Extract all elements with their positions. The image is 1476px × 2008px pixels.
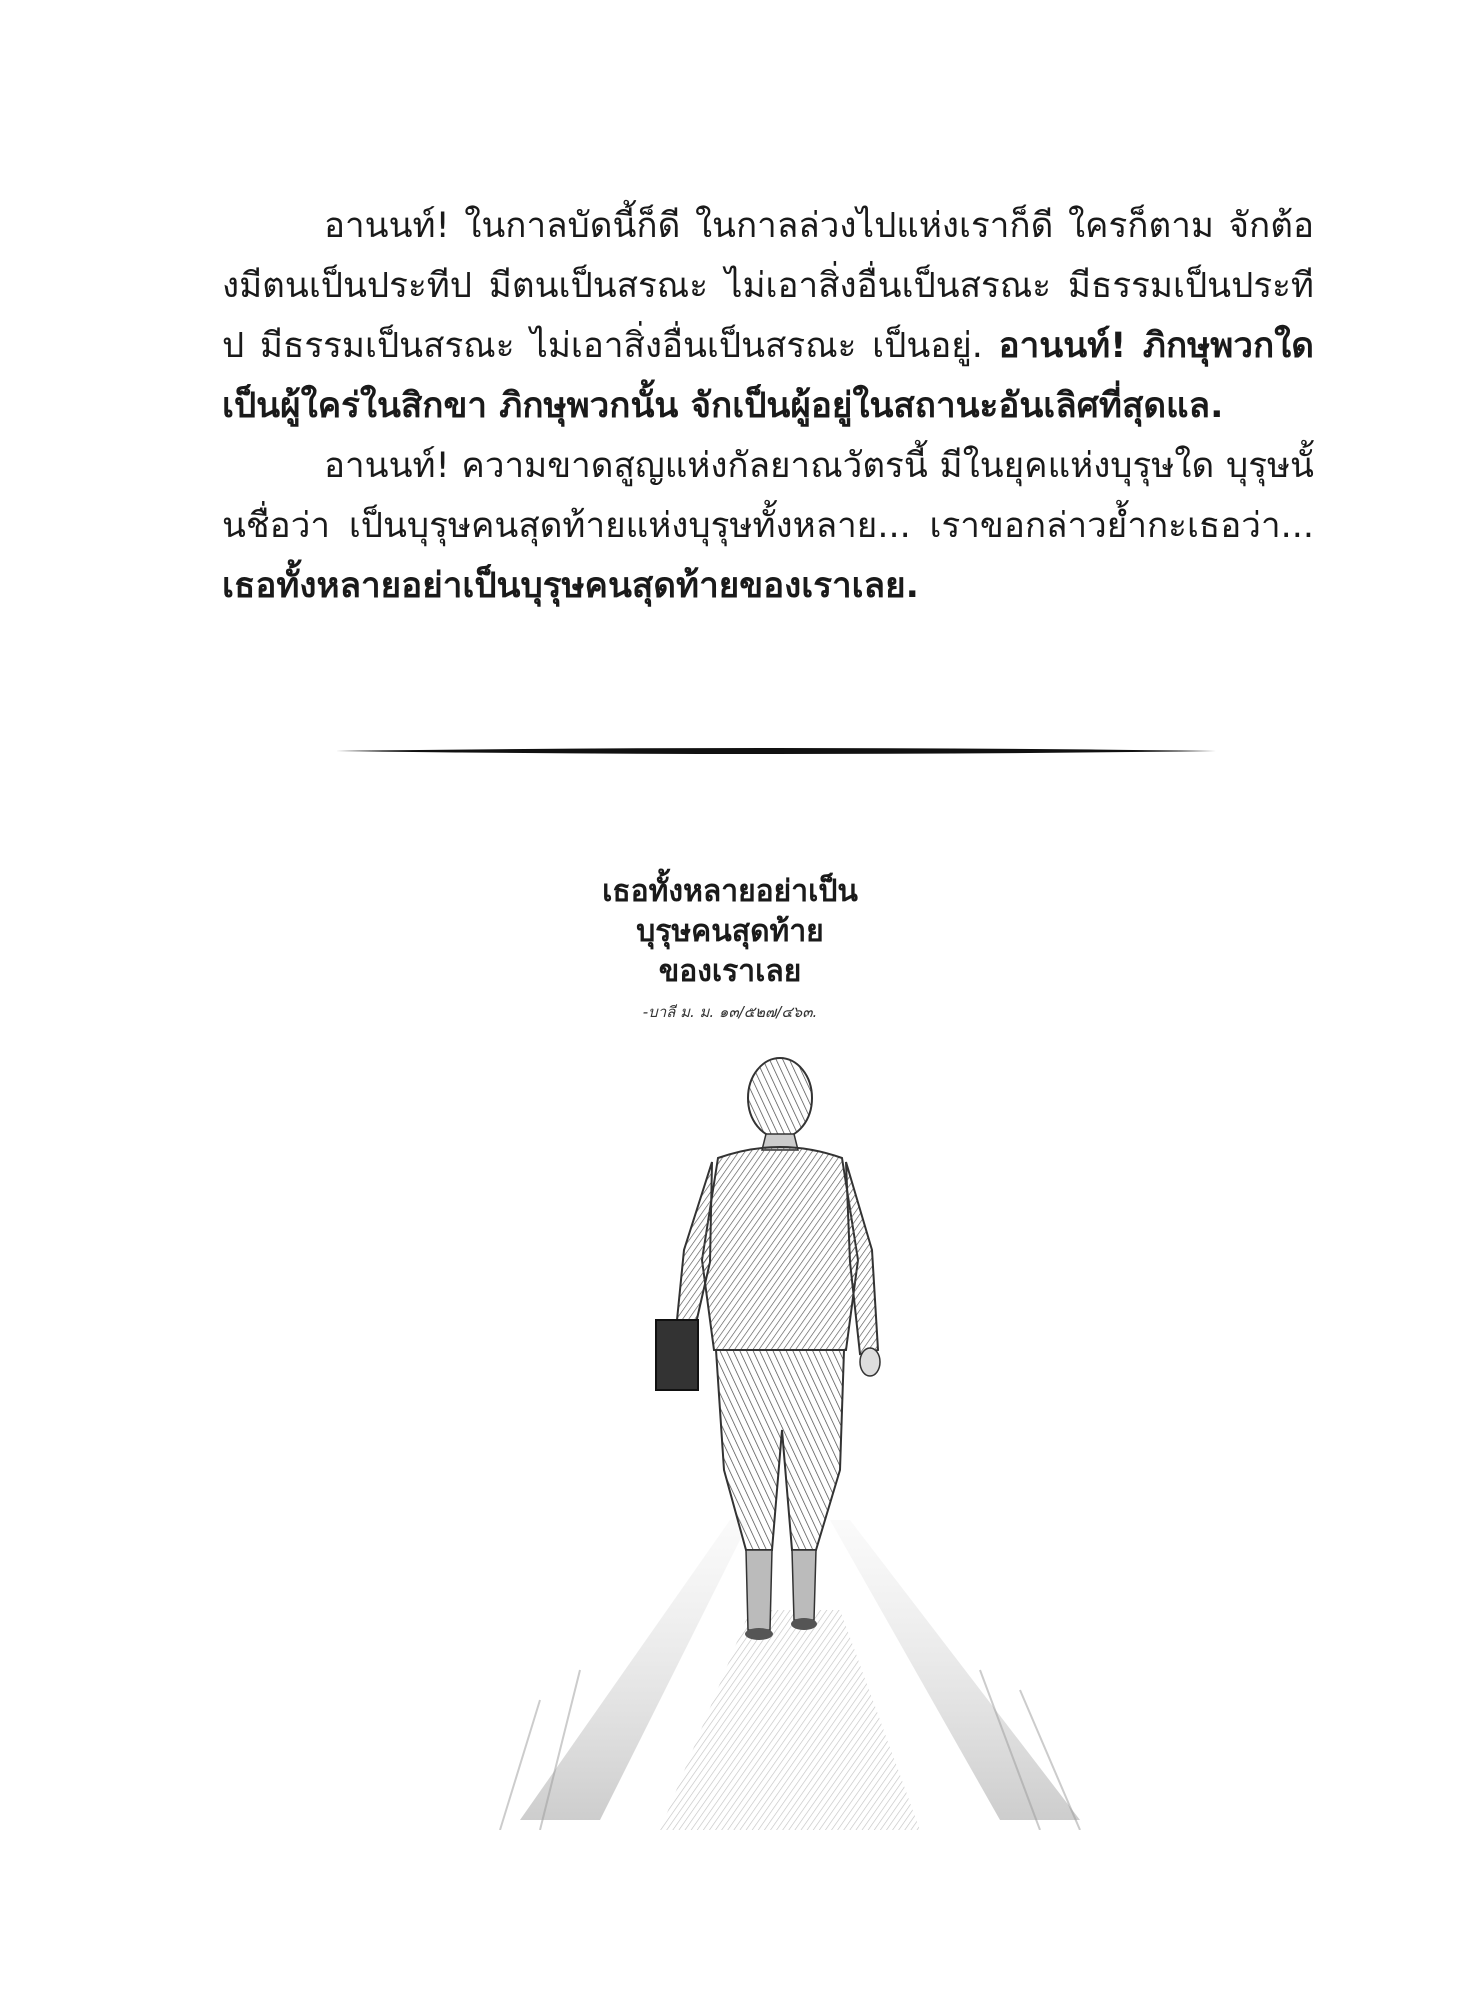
paragraph-1-bold: อานนท์! ภิกษุพวกใด เป็นผู้ใคร่ในสิกขา ภิกษุพวกนั้น จักเป็นผู้อยู่ในสถานะอันเลิศที่สุดแล.: [222, 326, 1314, 426]
main-text: [222, 196, 1314, 616]
road-sketch: [500, 1520, 1080, 1830]
caption: [520, 872, 940, 1024]
paragraph-2: [222, 436, 1314, 616]
paragraph-1: [222, 196, 1314, 436]
caption-line-3: ของเราเลย: [658, 954, 802, 989]
section-divider: [336, 744, 1216, 758]
walking-man-illustration: [480, 1050, 1120, 1830]
caption-source: -บาลี ม. ม. ๑๓/๕๒๗/๔๖๓.: [642, 1003, 818, 1021]
caption-line-2: บุรุษคนสุดท้าย: [636, 914, 824, 949]
caption-line-1: เธอทั้งหลายอย่าเป็น: [602, 874, 858, 909]
paragraph-1-text: อานนท์! ในกาลบัดนี้ก็ดี ในกาลล่วงไปแห่งเราก็ดี ใครก็ตาม จักต้องมีตนเป็นประทีป มีตนเป็นสรณะ ไม่เอาสิ่งอื่นเป็นสรณะ มีธรรมเป็นประทีป มีธรรมเป็นสรณะ ไม่เอาสิ่งอื่นเป็นสรณะ เป็นอยู่.: [222, 206, 1314, 366]
paragraph-2-text: อานนท์! ความขาดสูญแห่งกัลยาณวัตรนี้ มีในยุคแห่งบุรุษใด บุรุษนั้นชื่อว่า เป็นบุรุษคนสุดท้ายแห่งบุรุษทั้งหลาย... เราขอกล่าวย้ำกะเธอว่า...: [222, 446, 1314, 546]
man-figure: [656, 1058, 880, 1640]
paragraph-2-bold: เธอทั้งหลายอย่าเป็นบุรุษคนสุดท้ายของเราเลย.: [222, 566, 919, 606]
